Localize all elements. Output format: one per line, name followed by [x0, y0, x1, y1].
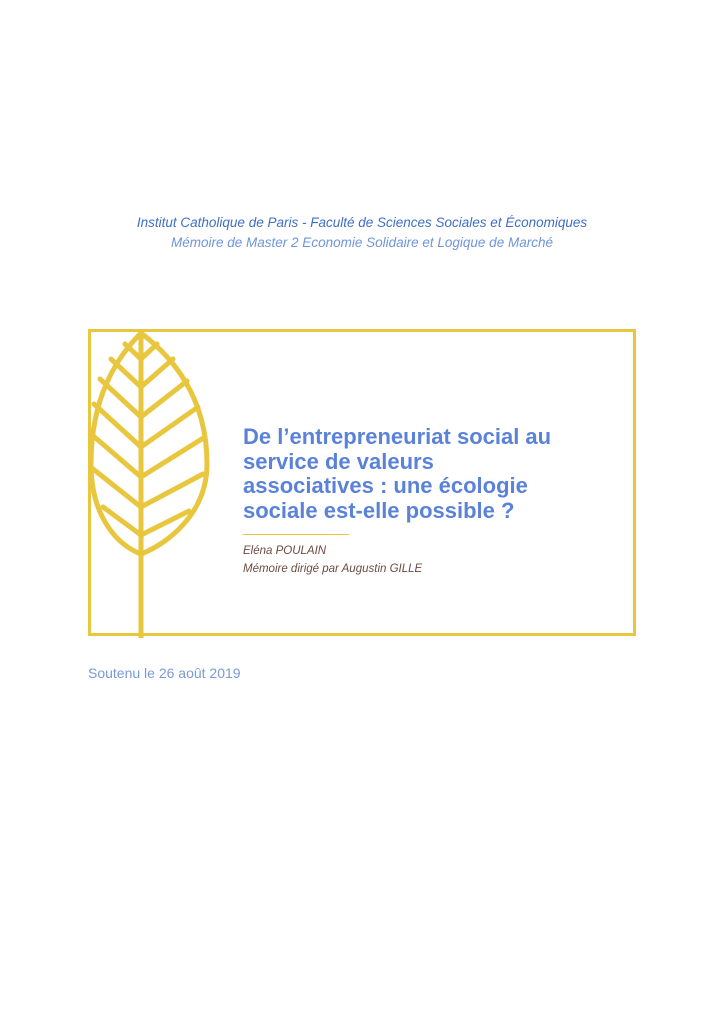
- leaf-icon: [85, 329, 215, 638]
- thesis-title: [243, 425, 623, 523]
- institution-name: Institut Catholique de Paris - Faculté de Sciences Sociales et Économiques: [136, 215, 588, 230]
- title-line: associatives : une écologie: [243, 473, 528, 498]
- supervisor-line: Mémoire dirigé par Augustin GILLE: [243, 563, 423, 575]
- title-separator: [243, 534, 349, 535]
- author-name: Eléna POULAIN: [243, 545, 327, 557]
- title-line: De l’entrepreneuriat social au: [243, 424, 552, 449]
- title-line: sociale est-elle possible ?: [243, 497, 515, 523]
- program-name: Mémoire de Master 2 Economie Solidaire et Logique de Marché: [171, 235, 553, 250]
- defense-date: Soutenu le 26 août 2019: [88, 665, 241, 681]
- title-line: service de valeurs: [243, 448, 434, 474]
